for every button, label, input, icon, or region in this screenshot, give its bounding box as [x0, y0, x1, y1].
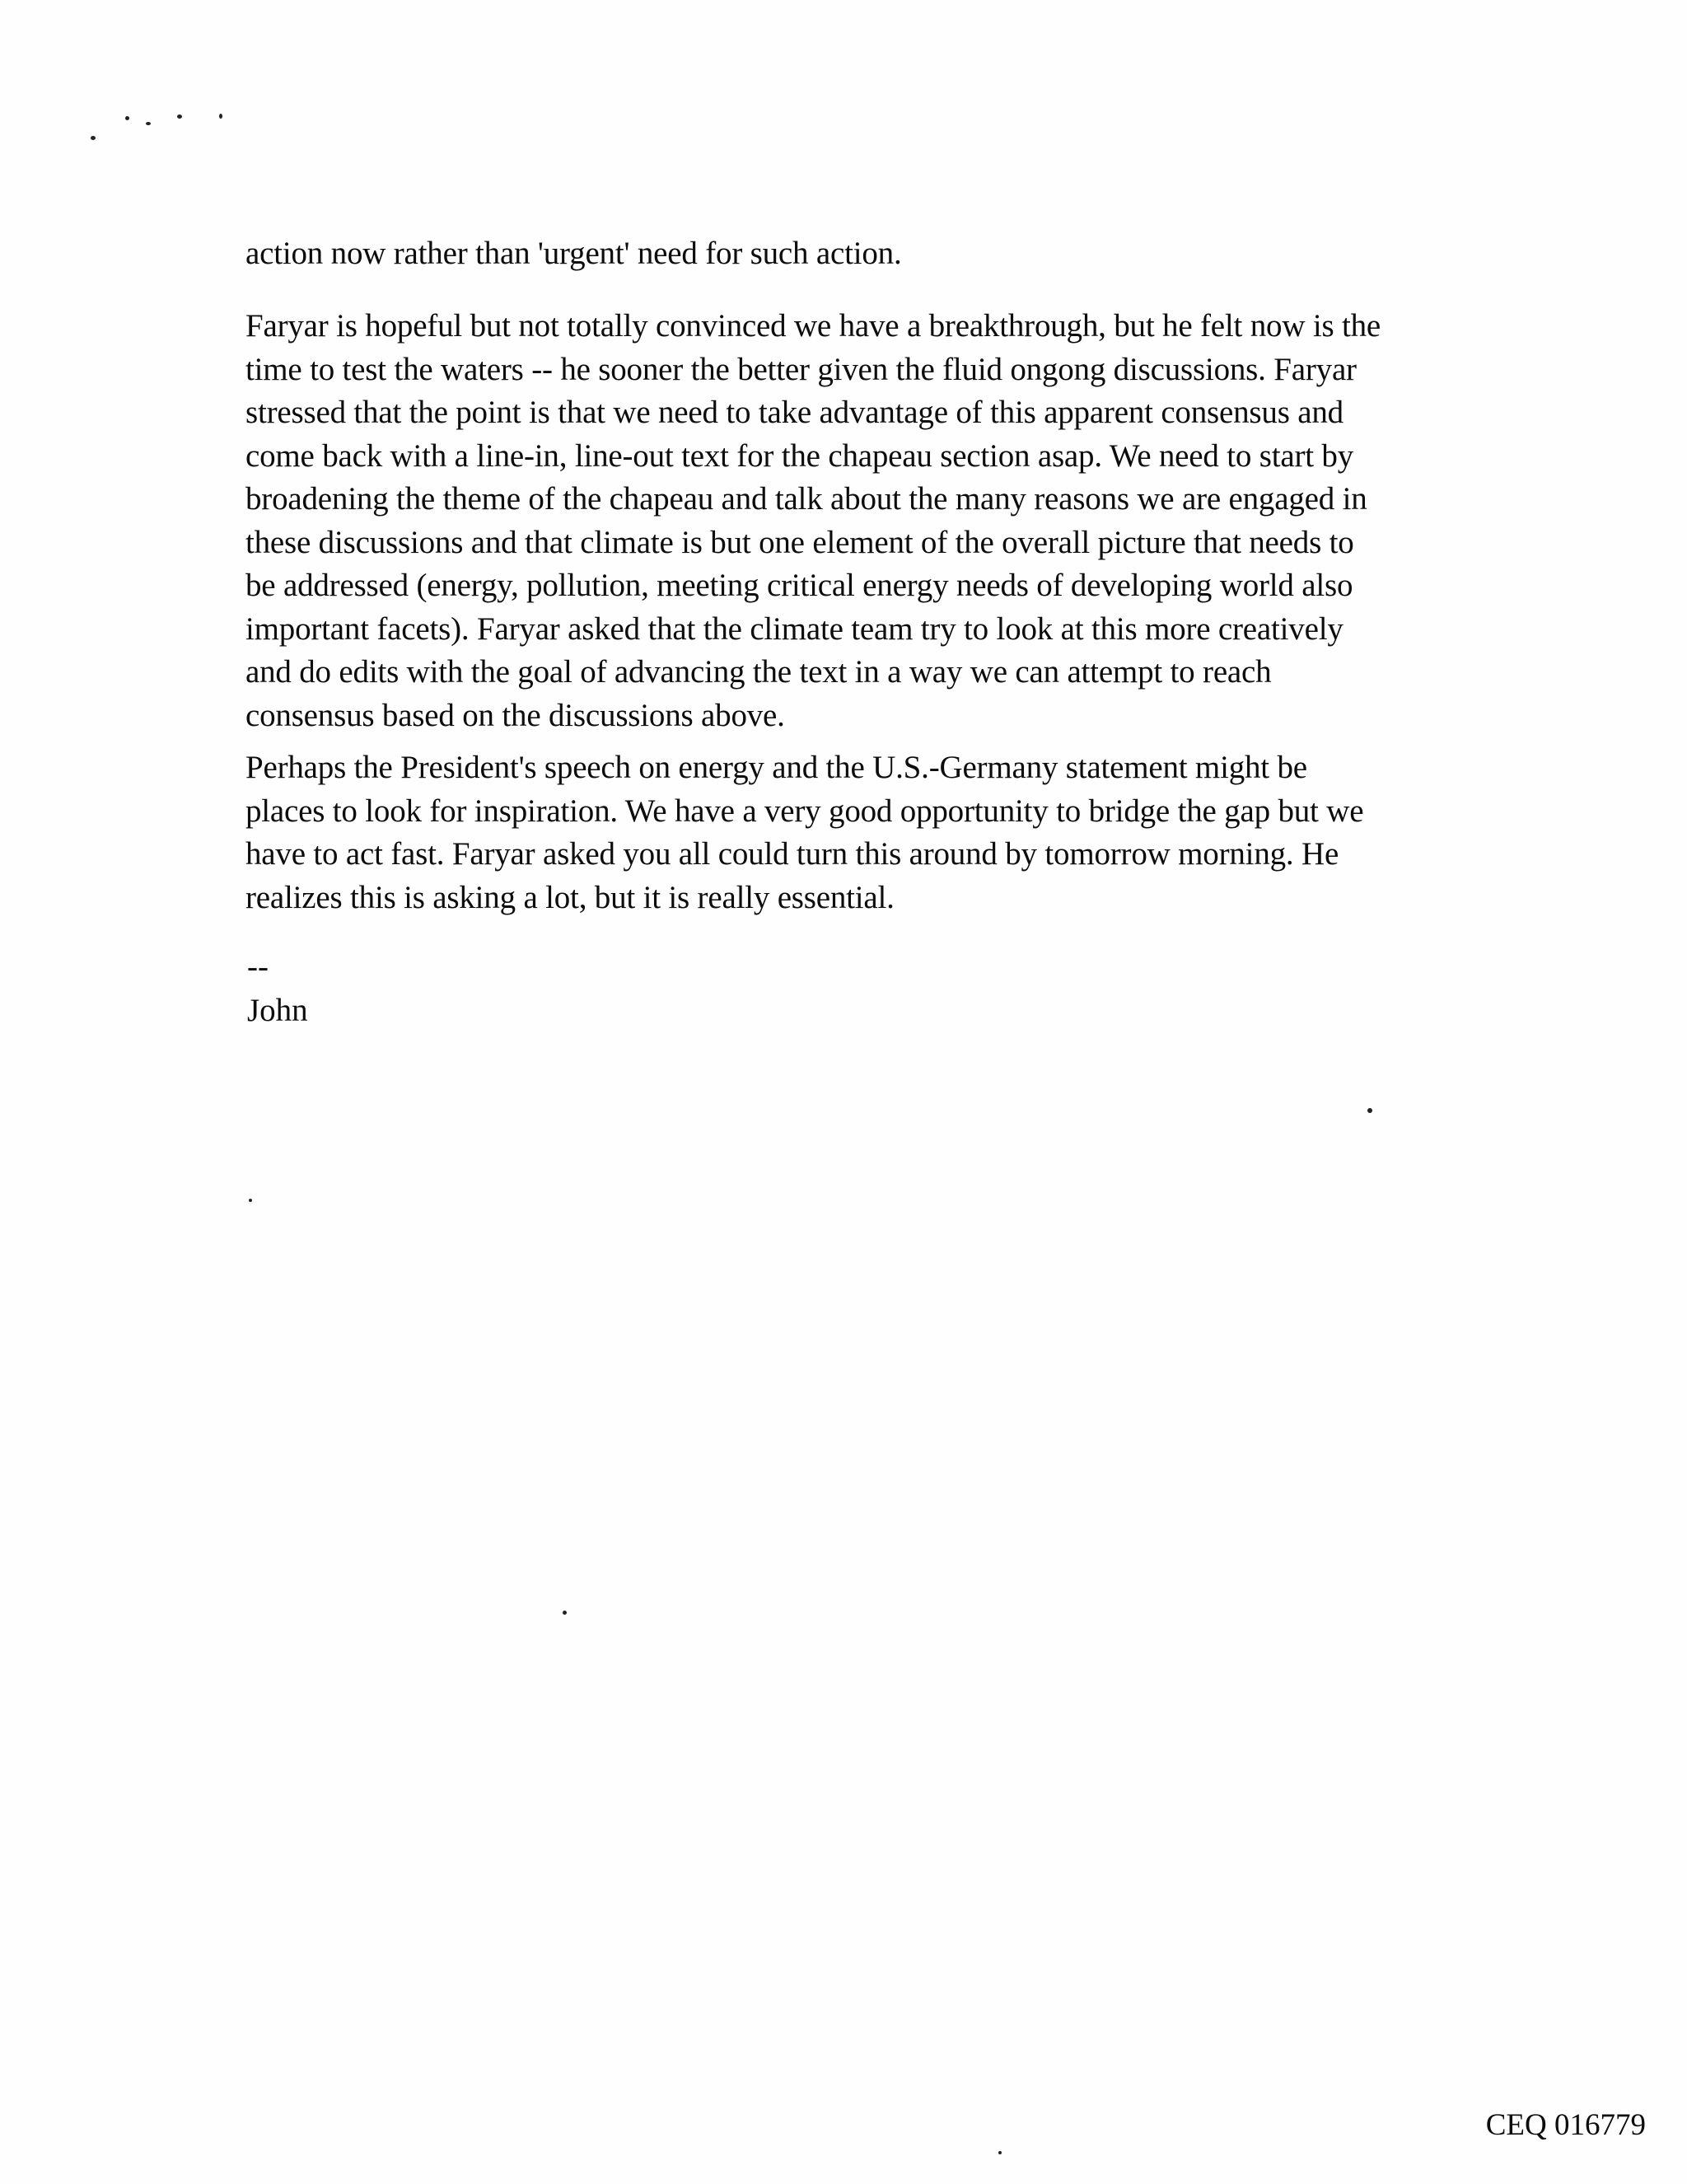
- text-line: Perhaps the President's speech on energy and the U.S.-Germany statement might be: [245, 750, 1307, 785]
- text-line: come back with a line-in, line-out text for the chapeau section asap. We need to start by: [245, 437, 1354, 474]
- scan-speck: [1367, 1108, 1372, 1113]
- scan-speck: [563, 1611, 567, 1615]
- text-line: time to test the waters -- he sooner the better given the fluid ongong discussions. Faryar: [245, 351, 1357, 387]
- scan-speck: [177, 115, 182, 119]
- text-line: and do edits with the goal of advancing the text in a way we can attempt to reach: [245, 654, 1272, 690]
- paragraph-3: [245, 746, 1481, 919]
- text-line: places to look for inspiration. We have a very good opportunity to bridge the gap but we: [245, 793, 1364, 829]
- text-line: have to act fast. Faryar asked you all could turn this around by tomorrow morning. He: [245, 836, 1339, 872]
- text-line: realizes this is asking a lot, but it is really essential.: [245, 879, 895, 915]
- text-line: stressed that the point is that we need to take advantage of this apparent consensus and: [245, 395, 1344, 430]
- text-line: important facets). Faryar asked that the climate team try to look at this more creatively: [245, 610, 1344, 647]
- text-line: action now rather than 'urgent' need for such action.: [245, 236, 902, 271]
- paragraph-2: [245, 305, 1481, 737]
- scan-speck: [998, 2151, 1002, 2154]
- text-line: broadening the theme of the chapeau and talk about the many reasons we are engaged in: [245, 481, 1367, 517]
- bates-number: CEQ 016779: [1485, 2108, 1646, 2142]
- text-line: these discussions and that climate is but one element of the overall picture that needs to: [245, 524, 1354, 560]
- scan-speck: [91, 136, 96, 140]
- scan-speck: [125, 116, 129, 120]
- scan-speck: [219, 114, 222, 119]
- scan-speck: [146, 122, 151, 125]
- text-line: be addressed (energy, pollution, meeting critical energy needs of developing world also: [245, 568, 1353, 603]
- paragraph-1: [245, 232, 1481, 276]
- scan-speck: [249, 1199, 252, 1202]
- text-line: consensus based on the discussions above.: [245, 697, 785, 733]
- text-line: Faryar is hopeful but not totally convinced we have a breakthrough, but he felt now is the: [245, 308, 1381, 344]
- signature-separator: --: [247, 949, 269, 984]
- signature-name: John: [247, 993, 308, 1028]
